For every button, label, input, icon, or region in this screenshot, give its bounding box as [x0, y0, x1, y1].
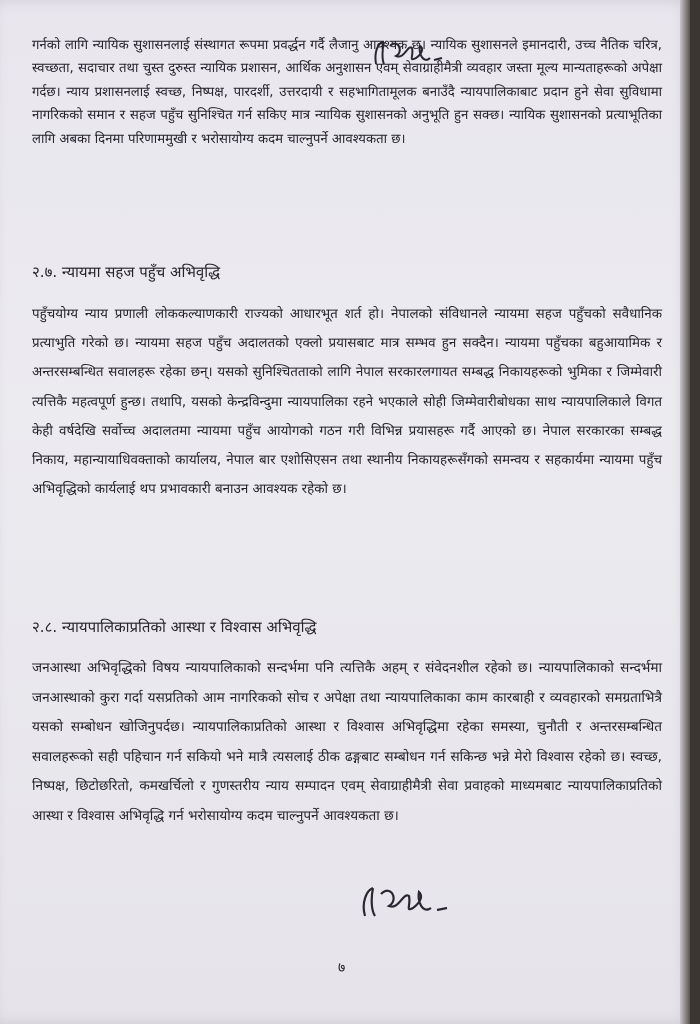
paragraph-access-to-justice: पहुँचयोग्य न्याय प्रणाली लोककल्याणकारी राज्यको आधारभूत शर्त हो। नेपालको संविधानले न्यायमा सहज पहुँचको सवैधानिक प्रत्याभुति गरेको छ। न्यायमा सहज पहुँच अदालतको एक्लो प्रयासबाट मात्र सम्भव हुन सक्दैन। न्यायमा पहुँचका बहुआयामिक र अन्तरसम्बन्धित सवालहरू रहेका छन्। यसको सुनिश्चितताको लागि नेपाल सरकारलगायत सम्बद्ध निकायहरूको भुमिका र जिम्मेवारी त्यत्तिकै महत्वपूर्ण हुन्छ। तथापि, यसको केन्द्रविन्दुमा न्यायपालिका रहने भएकाले सोही जिम्मेवारीबोधका साथ न्यायपालिकाले विगत केही वर्षदेखि सर्वोच्च अदालतमा न्यायमा पहुँच आयोगको गठन गरी विभिन्न प्रयासहरू गर्दै आएको छ। नेपाल सरकारका सम्बद्ध निकाय, महान्यायाधिवक्ताको कार्यालय, नेपाल बार एशोसिएसन तथा स्थानीय निकायहरूसँगको समन्वय र सहकार्यमा न्यायमा पहुँच अभिवृद्धिको कार्यलाई थप प्रभावकारी बनाउन आवश्यक रहेको छ। [32, 307, 662, 498]
section-heading-public-trust: २.८. न्यायपालिकाप्रतिको आस्था र विश्वास अभिवृद्धि [32, 618, 317, 636]
paragraph-judicial-governance: गर्नको लागि न्यायिक सुशासनलाई संस्थागत रूपमा प्रवर्द्धन गर्दै लैजानु आवश्यक छ। न्यायिक सुशासनले इमानदारी, उच्च नैतिक चरित्र, स्वच्छता, सदाचार तथा चुस्त दुरुस्त न्यायिक प्रशासन, आर्थिक अनुशासन एवम् सेवाग्राहीमैत्री व्यवहार जस्ता मूल्य मान्यताहरूको अपेक्षा गर्दछ। न्याय प्रशासनलाई स्वच्छ, निष्पक्ष, पारदर्शी, उत्तरदायी र सहभागितामूलक बनाउँदै न्यायपालिकाबाट प्रदान हुने सेवा सुविधामा नागरिकको समान र सहज पहुँच सुनिश्चित गर्न सकिए मात्र न्यायिक सुशासनको अनुभूति हुन सक्छ। न्यायिक सुशासनको प्रत्याभूतिका लागि अबका दिनमा परिणाममुखी र भरोसायोग्य कदम चाल्नुपर्ने आवश्यकता छ। [32, 38, 662, 147]
page-edge-shadow [680, 0, 690, 1024]
signature-bottom-icon [355, 880, 455, 926]
paragraph-public-trust: जनआस्था अभिवृद्धिको विषय न्यायपालिकाको सन्दर्भमा पनि त्यत्तिकै अहम् र संवेदनशील रहेको छ। न्यायपालिकाको सन्दर्भमा जनआस्थाको कुरा गर्दा यसप्रतिको आम नागरिकको सोच र अपेक्षा तथा न्यायपालिकाका काम कारबाही र व्यवहारको समग्रताभित्रै यसको सम्बोधन खोजिनुपर्दछ। न्यायपालिकाप्रतिको आस्था र विश्वास अभिवृद्धिमा रहेका समस्या, चुनौती र अन्तरसम्बन्धित सवालहरूको सही पहिचान गर्न सकियो भने मात्रै त्यसलाई ठीक ढङ्गबाट सम्बोधन गर्न सकिन्छ भन्ने मेरो विश्वास रहेको छ। स्वच्छ, निष्पक्ष, छिटोछरितो, कमखर्चिलो र गुणस्तरीय न्याय सम्पादन एवम् सेवाग्राहीमैत्री सेवा प्रवाहको माध्यमबाट न्यायपालिकाप्रतिको आस्था र विश्वास अभिवृद्धि गर्न भरोसायोग्य कदम चाल्नुपर्ने आवश्यकता छ। [32, 660, 662, 824]
section-heading-access-to-justice: २.७. न्यायमा सहज पहुँच अभिवृद्धि [32, 263, 221, 281]
page-number: ७ [338, 960, 346, 976]
